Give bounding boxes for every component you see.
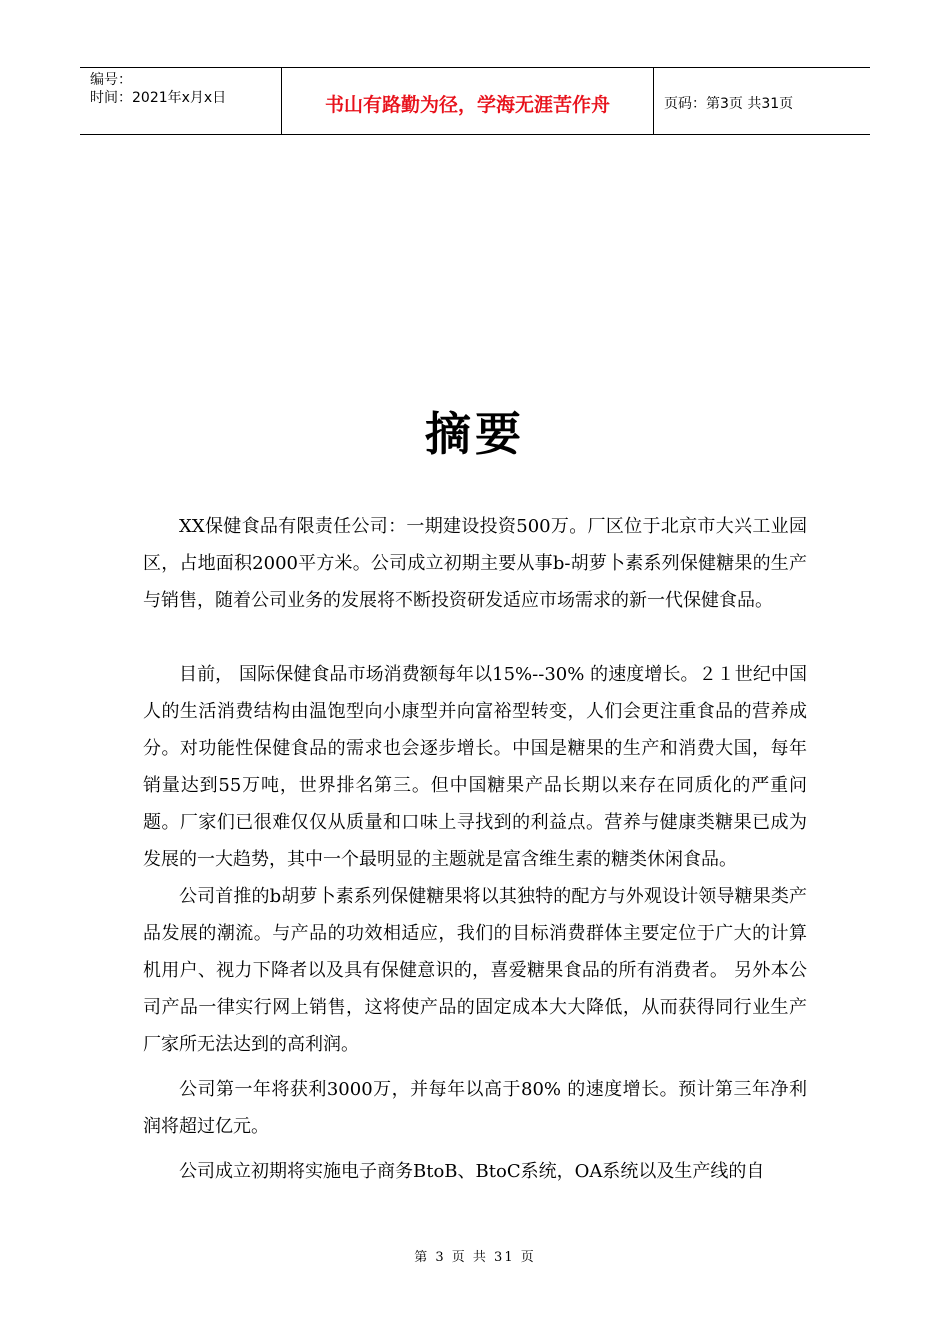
date-label: 时间：2021年x月x日 [90, 90, 227, 106]
paragraph-product: 公司首推的b胡萝卜素系列保健糖果将以其独特的配方与外观设计领导糖果类产品发展的潮流。与产品的功效相适应，我们的目标消费群体主要定位于广大的计算机用户、视力下降者以及具有保健意识的，喜爱糖果食品的所有消费者。 另外本公司产品一律实行网上销售，这将使产品的固定成本大大降低，从而获得同行业生产厂家所无法达到的高利润。 [143, 886, 807, 1055]
document-title: 摘要 [425, 407, 525, 461]
paragraph-systems: 公司成立初期将实施电子商务BtoB、BtoC系统，OA系统以及生产线的自 [179, 1161, 765, 1182]
paragraph-market: 目前， 国际保健食品市场消费额每年以15%--30% 的速度增长。２１世纪中国人的生活消费结构由温饱型向小康型并向富裕型转变，人们会更注重食品的营养成分。对功能性保健食品的需求也会逐步增长。中国是糖果的生产和消费大国，每年销量达到55万吨，世界排名第三。但中国糖果产品长期以来存在同质化的严重问题。厂家们已很难仅仅从质量和口味上寻找到的利益点。营养与健康类糖果已成为发展的一大趋势，其中一个最明显的主题就是富含维生素的糖类休闲食品。 [143, 664, 807, 870]
page-footer: 第 3 页 共 31 页 [414, 1250, 536, 1265]
paragraph-profit: 公司第一年将获利3000万，并每年以高于80% 的速度增长。预计第三年净利润将超过亿元。 [143, 1079, 807, 1137]
header-page-info: 页码：第3页 共31页 [664, 96, 794, 112]
paragraph-company-intro: XX保健食品有限责任公司：一期建设投资500万。厂区位于北京市大兴工业园区，占地面积2000平方米。公司成立初期主要从事b-胡萝卜素系列保健糖果的生产与销售，随着公司业务的发展将不断投资研发适应市场需求的新一代保健食品。 [143, 516, 807, 611]
header-motto: 书山有路勤为径，学海无涯苦作舟 [282, 68, 654, 134]
page-header [80, 67, 870, 135]
header-meta [80, 68, 282, 134]
abstract-body [143, 508, 807, 1190]
number-label: 编号： [90, 72, 132, 88]
